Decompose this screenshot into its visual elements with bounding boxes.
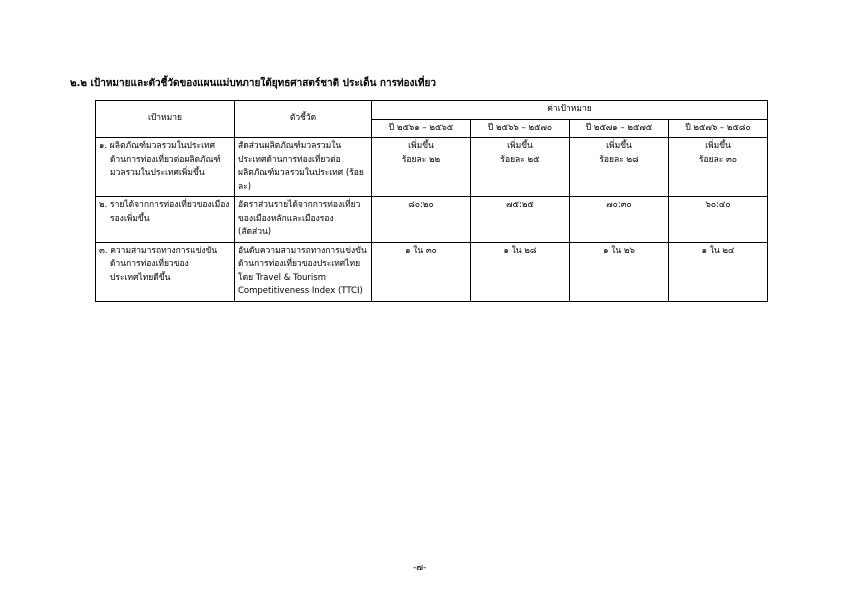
- goal-cell: ๒. รายได้จากการท่องเที่ยวของเมืองรองเพิ่มขึ้น: [96, 197, 235, 243]
- page-number: -๗-: [413, 563, 427, 573]
- target-line: ร้อยละ ๒๒: [401, 154, 441, 165]
- header-target: ค่าเป้าหมาย: [372, 101, 768, 120]
- header-year-range: ปี ๒๕๗๖ – ๒๕๘๐: [669, 119, 768, 138]
- target-cell: [372, 138, 471, 197]
- target-cell: ๑ ใน ๒๖: [570, 242, 669, 301]
- target-line: เพิ่มขึ้น: [606, 141, 632, 151]
- target-line: ร้อยละ ๒๕: [500, 154, 540, 165]
- indicator-cell: สัดส่วนผลิตภัณฑ์มวลรวมในประเทศด้านการท่องเที่ยวต่อผลิตภัณฑ์มวลรวมในประเทศ (ร้อยละ): [235, 138, 372, 197]
- target-cell: [669, 138, 768, 197]
- goal-cell: ๑. ผลิตภัณฑ์มวลรวมในประเทศด้านการท่องเที่ยวต่อผลิตภัณฑ์มวลรวมในประเทศเพิ่มขึ้น: [96, 138, 235, 197]
- target-cell: [471, 138, 570, 197]
- target-line: เพิ่มขึ้น: [507, 141, 533, 151]
- header-year-range: ปี ๒๕๗๑ – ๒๕๗๕: [570, 119, 669, 138]
- indicator-cell: อัตราส่วนรายได้จากการท่องเที่ยวของเมืองหลักและเมืองรอง (สัดส่วน): [235, 197, 372, 243]
- goals-indicators-table: [95, 100, 768, 302]
- header-year-range: ปี ๒๕๖๑ – ๒๕๖๕: [372, 119, 471, 138]
- header-goal: เป้าหมาย: [96, 101, 235, 138]
- target-line: เพิ่มขึ้น: [408, 141, 434, 151]
- target-cell: ๗๐:๓๐: [570, 197, 669, 243]
- header-year-range: ปี ๒๕๖๖ – ๒๕๗๐: [471, 119, 570, 138]
- section-heading: ๒.๒ เป้าหมายและตัวชี้วัดของแผนแม่บทภายใต้ยุทธศาสตร์ชาติ ประเด็น การท่องเที่ยว: [70, 78, 436, 89]
- table-row: [96, 138, 768, 197]
- goal-cell: ๓. ความสามารถทางการแข่งขันด้านการท่องเที่ยวของประเทศไทยดีขึ้น: [96, 242, 235, 301]
- target-cell: [570, 138, 669, 197]
- target-cell: ๑ ใน ๒๘: [471, 242, 570, 301]
- target-line: ร้อยละ ๒๘: [599, 154, 639, 165]
- table-row: [96, 242, 768, 301]
- target-cell: ๗๕:๒๕: [471, 197, 570, 243]
- target-line: ร้อยละ ๓๐: [698, 154, 738, 165]
- indicator-cell: อันดับความสามารถทางการแข่งขันด้านการท่องเที่ยวของประเทศไทย โดย Travel & Tourism Competitiveness Index (TTCI): [235, 242, 372, 301]
- target-cell: ๑ ใน ๓๐: [372, 242, 471, 301]
- target-cell: ๘๐:๒๐: [372, 197, 471, 243]
- target-cell: ๑ ใน ๒๔: [669, 242, 768, 301]
- table-row: [96, 197, 768, 243]
- header-indicator: ตัวชี้วัด: [235, 101, 372, 138]
- target-line: เพิ่มขึ้น: [705, 141, 731, 151]
- target-cell: ๖๐:๔๐: [669, 197, 768, 243]
